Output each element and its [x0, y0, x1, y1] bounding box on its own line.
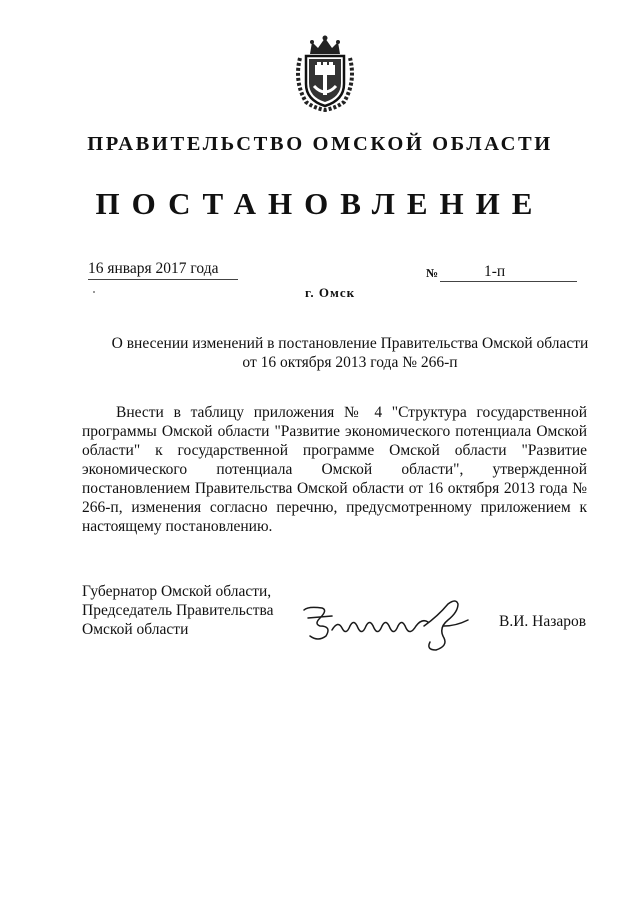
government-name: ПРАВИТЕЛЬСТВО ОМСКОЙ ОБЛАСТИ [87, 133, 553, 155]
scan-speck [93, 291, 95, 293]
document-date: 16 января 2017 года [88, 260, 238, 280]
handwritten-signature [298, 596, 476, 652]
document-number [440, 263, 577, 282]
document-type-title: ПОСТАНОВЛЕНИЕ [95, 186, 545, 221]
document-subject [60, 334, 640, 372]
document-number-value: 1-п [484, 263, 506, 280]
signer-name: В.И. Назаров [499, 613, 587, 630]
subject-line-1: О внесении изменений в постановление Правительства Омской области [111, 335, 589, 352]
signer-title [82, 582, 274, 639]
document-city: г. Омск [305, 285, 356, 300]
number-sign: № [426, 266, 439, 280]
body-paragraph: Внести в таблицу приложения № 4 "Структура государственной программы Омской области "Развитие экономического потенциала Омской области" к государственной программе Омской области "Развитие экономического потенциала Омской области", утвержденной постановлением Правительства Омской области от 16 октября 2013 года № 266-п, изменения согласно перечню, предусмотренному приложением к настоящему постановлению. [82, 404, 587, 535]
subject-line-2: от 16 октября 2013 года № 266-п [242, 354, 458, 371]
coat-of-arms-icon [292, 34, 358, 112]
signer-title-line-1: Губернатор Омской области, [82, 583, 272, 600]
signer-title-line-3: Омской области [82, 621, 189, 638]
signer-title-line-2: Председатель Правительства [82, 602, 274, 619]
